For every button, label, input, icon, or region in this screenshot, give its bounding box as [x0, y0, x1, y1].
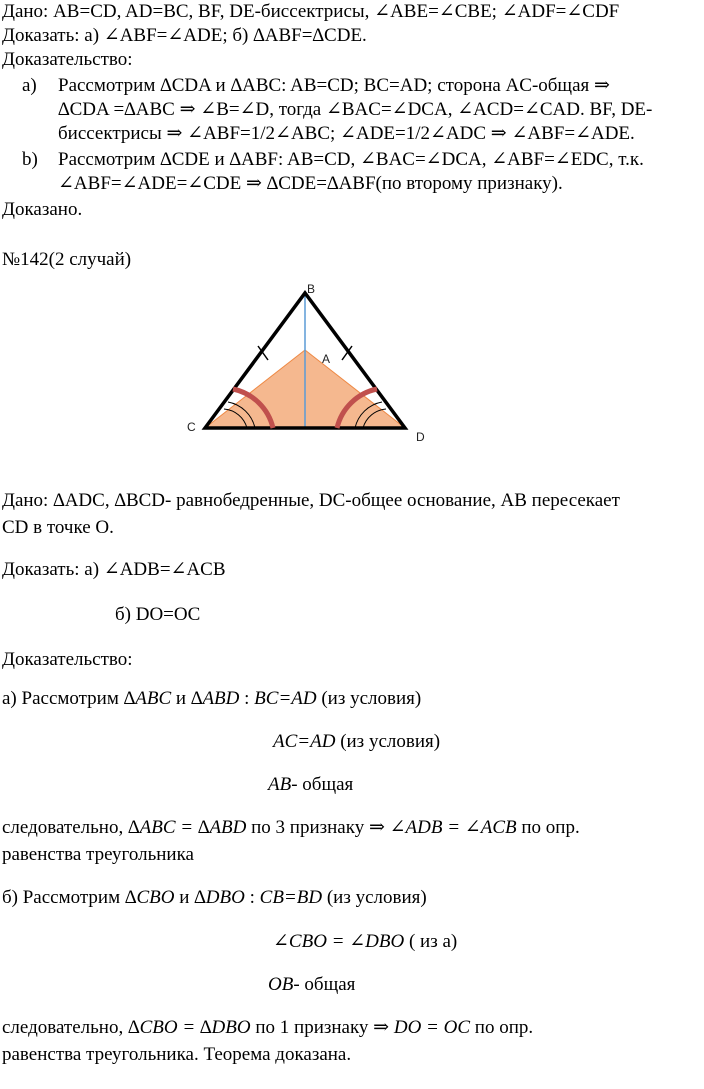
part-a-line-2: AC=AD (из условия): [273, 731, 441, 752]
vertex-label-c: C: [187, 420, 196, 434]
vertex-label-b: B: [307, 282, 316, 296]
item-b-line-2: ∠ABF=∠ADE=∠CDE ⇒ ∆CDE=∆ABF(по второму признаку).: [58, 173, 563, 194]
second-prove-b: б) DO=OC: [115, 604, 201, 625]
prove-text: Доказать: а) ∠ABF=∠ADE; б) ∆ABF=∆CDE.: [2, 25, 367, 46]
part-b-line-2: ∠CBO = ∠DBO ( из а): [273, 931, 458, 952]
proof-label: Доказательство:: [2, 49, 133, 70]
part-a-line-3: AB- общая: [268, 774, 354, 795]
vertex-label-a: A: [322, 352, 331, 366]
item-a-marker: a): [22, 75, 37, 96]
part-a-conclusion: следовательно, ∆ABC = ∆ABD по 3 признаку ⇒ ∠ADB = ∠ACB по опр.: [2, 817, 580, 838]
part-a-conclusion-2: равенства треугольника: [2, 844, 194, 865]
second-given-2: CD в точке O.: [2, 517, 114, 538]
part-a-line-1: а) Рассмотрим ∆ABC и ∆ABD : BC=AD (из условия): [2, 688, 422, 709]
given-text: Дано: AB=CD, AD=BC, BF, DE-биссектрисы, ∠ABE=∠CBE; ∠ADF=∠CDF: [2, 1, 620, 22]
item-b-marker: b): [22, 149, 38, 170]
item-a-line-3: биссектрисы ⇒ ∠ABF=1/2∠ABC; ∠ADE=1/2∠ADC ⇒ ∠ABF=∠ADE.: [58, 123, 635, 144]
part-b-line-3: OB- общая: [268, 974, 356, 995]
item-a-line-1: Рассмотрим ∆CDA и ∆ABC: AB=CD; BC=AD; сторона AC-общая ⇒: [58, 75, 610, 96]
vertex-label-d: D: [416, 430, 425, 444]
second-prove-a: Доказать: а) ∠ADB=∠ACB: [2, 559, 226, 580]
part-b-conclusion: следовательно, ∆CBO = ∆DBO по 1 признаку ⇒ DO = OC по опр.: [2, 1017, 534, 1038]
problem-title: №142(2 случай): [2, 249, 132, 270]
part-b-conclusion-2: равенства треугольника. Теорема доказана.: [2, 1044, 352, 1065]
item-b-line-1: Рассмотрим ∆CDE и ∆ABF: AB=CD, ∠BAC=∠DCA, ∠ABF=∠EDC, т.к.: [58, 149, 644, 170]
second-proof-label: Доказательство:: [2, 649, 133, 670]
second-given: Дано: ∆ADC, ∆BCD- равнобедренные, DC-общее основание, AB пересекает: [2, 490, 620, 511]
done-text: Доказано.: [2, 199, 83, 220]
item-a-line-2: ∆CDA =∆ABC ⇒ ∠B=∠D, тогда ∠BAC=∠DCA, ∠ACD=∠CAD. BF, DE-: [58, 99, 653, 120]
part-b-line-1: б) Рассмотрим ∆CBO и ∆DBO : CB=BD (из условия): [2, 887, 427, 908]
